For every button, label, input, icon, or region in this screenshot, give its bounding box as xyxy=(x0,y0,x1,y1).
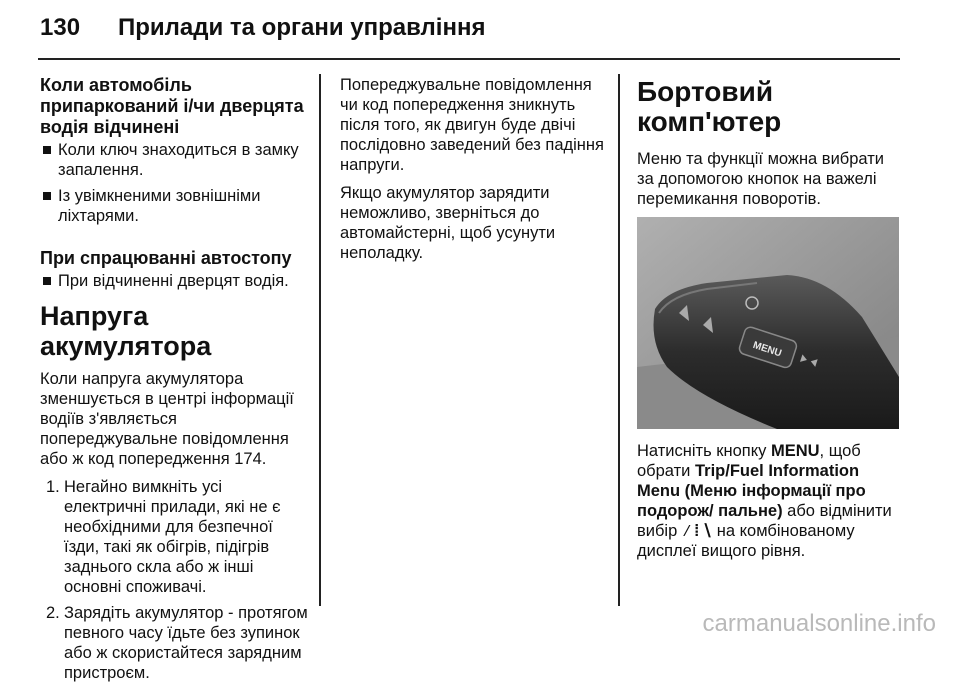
list-item xyxy=(40,603,308,683)
section-heading-autostop: При спрацюванні автостопу xyxy=(40,248,292,268)
section-heading-battery: Напруга акумулятора xyxy=(40,301,212,361)
list-item-text: Коли ключ знаходиться в замку запалення. xyxy=(58,141,299,179)
column-2 xyxy=(340,75,608,271)
figure-menu-label: MENU xyxy=(751,339,783,360)
bullet-icon xyxy=(43,146,51,154)
page-title: Прилади та органи управління xyxy=(118,14,486,41)
watermark: carmanualsonline.info xyxy=(702,610,936,637)
list-item xyxy=(40,186,308,226)
warning-disappear-paragraph: Попереджувальне повідомлення чи код попередження зникнуть після того, як двигун буде двічі послідовно заведений без падіння напруги. xyxy=(340,76,604,174)
menu-button-ref: MENU xyxy=(770,442,820,460)
instruction-text: на комбінованому дисплеї вищого рівня. xyxy=(637,522,855,560)
column-1 xyxy=(40,75,308,689)
header-rule xyxy=(38,58,900,60)
list-item xyxy=(40,140,308,180)
turn-signal-lever-illustration xyxy=(637,217,899,429)
page-number: 130 xyxy=(40,14,81,41)
step-number: 2. xyxy=(46,604,60,622)
column-divider-left xyxy=(319,74,321,606)
column-3 xyxy=(637,75,905,569)
list-item-text: Із увімкненими зовнішніми ліхтарями. xyxy=(58,187,261,225)
section-heading-parked: Коли автомобіль припаркований і/чи дверцята водія відчинені xyxy=(40,75,304,137)
trip-computer-intro: Меню та функції можна вибрати за допомогою кнопок на важелі перемикання поворотів. xyxy=(637,150,885,208)
trip-fuel-menu-ref: Trip/Fuel Information Menu (Меню інформації про подорож/ пальне) xyxy=(637,462,866,520)
autostop-bullet-list xyxy=(40,271,308,291)
list-item xyxy=(40,477,308,597)
parked-bullet-list xyxy=(40,140,308,226)
workshop-paragraph: Якщо акумулятор зарядити неможливо, зверніться до автомайстерні, щоб усунути неполадку. xyxy=(340,184,556,262)
list-item-text: При відчиненні дверцят водія. xyxy=(58,272,289,290)
turn-signal-lever-image xyxy=(637,217,899,429)
column-divider-right xyxy=(618,74,620,606)
step-number: 1. xyxy=(46,478,60,496)
battery-intro-paragraph: Коли напруга акумулятора зменшується в центрі інформації водіїв з'являється попереджувальне повідомлення або ж код попередження 174. xyxy=(40,370,294,468)
instruction-text: Натисніть кнопку xyxy=(637,442,771,460)
step-text: Негайно вимкніть усі електричні прилади, які не є необхідними для безпечної їзди, такі як обігрів, підігрів заднього скла або ж інші основні споживачі. xyxy=(64,478,281,596)
bullet-icon xyxy=(43,192,51,200)
step-text: Зарядіть акумулятор - протягом певного часу їдьте без зупинок або ж скористайтеся зарядним пристроєм. xyxy=(64,604,308,682)
instruction-text: , щоб обрати xyxy=(637,442,861,480)
battery-steps-list xyxy=(40,477,308,683)
menu-instruction-paragraph xyxy=(637,441,905,561)
list-item xyxy=(40,271,308,291)
bullet-icon xyxy=(43,277,51,285)
navigation-symbol-icon: ⁄⁞∖ xyxy=(681,521,713,540)
instruction-text: або відмінити вибір xyxy=(637,502,892,540)
section-heading-trip-computer: Бортовий комп'ютер xyxy=(637,76,782,137)
